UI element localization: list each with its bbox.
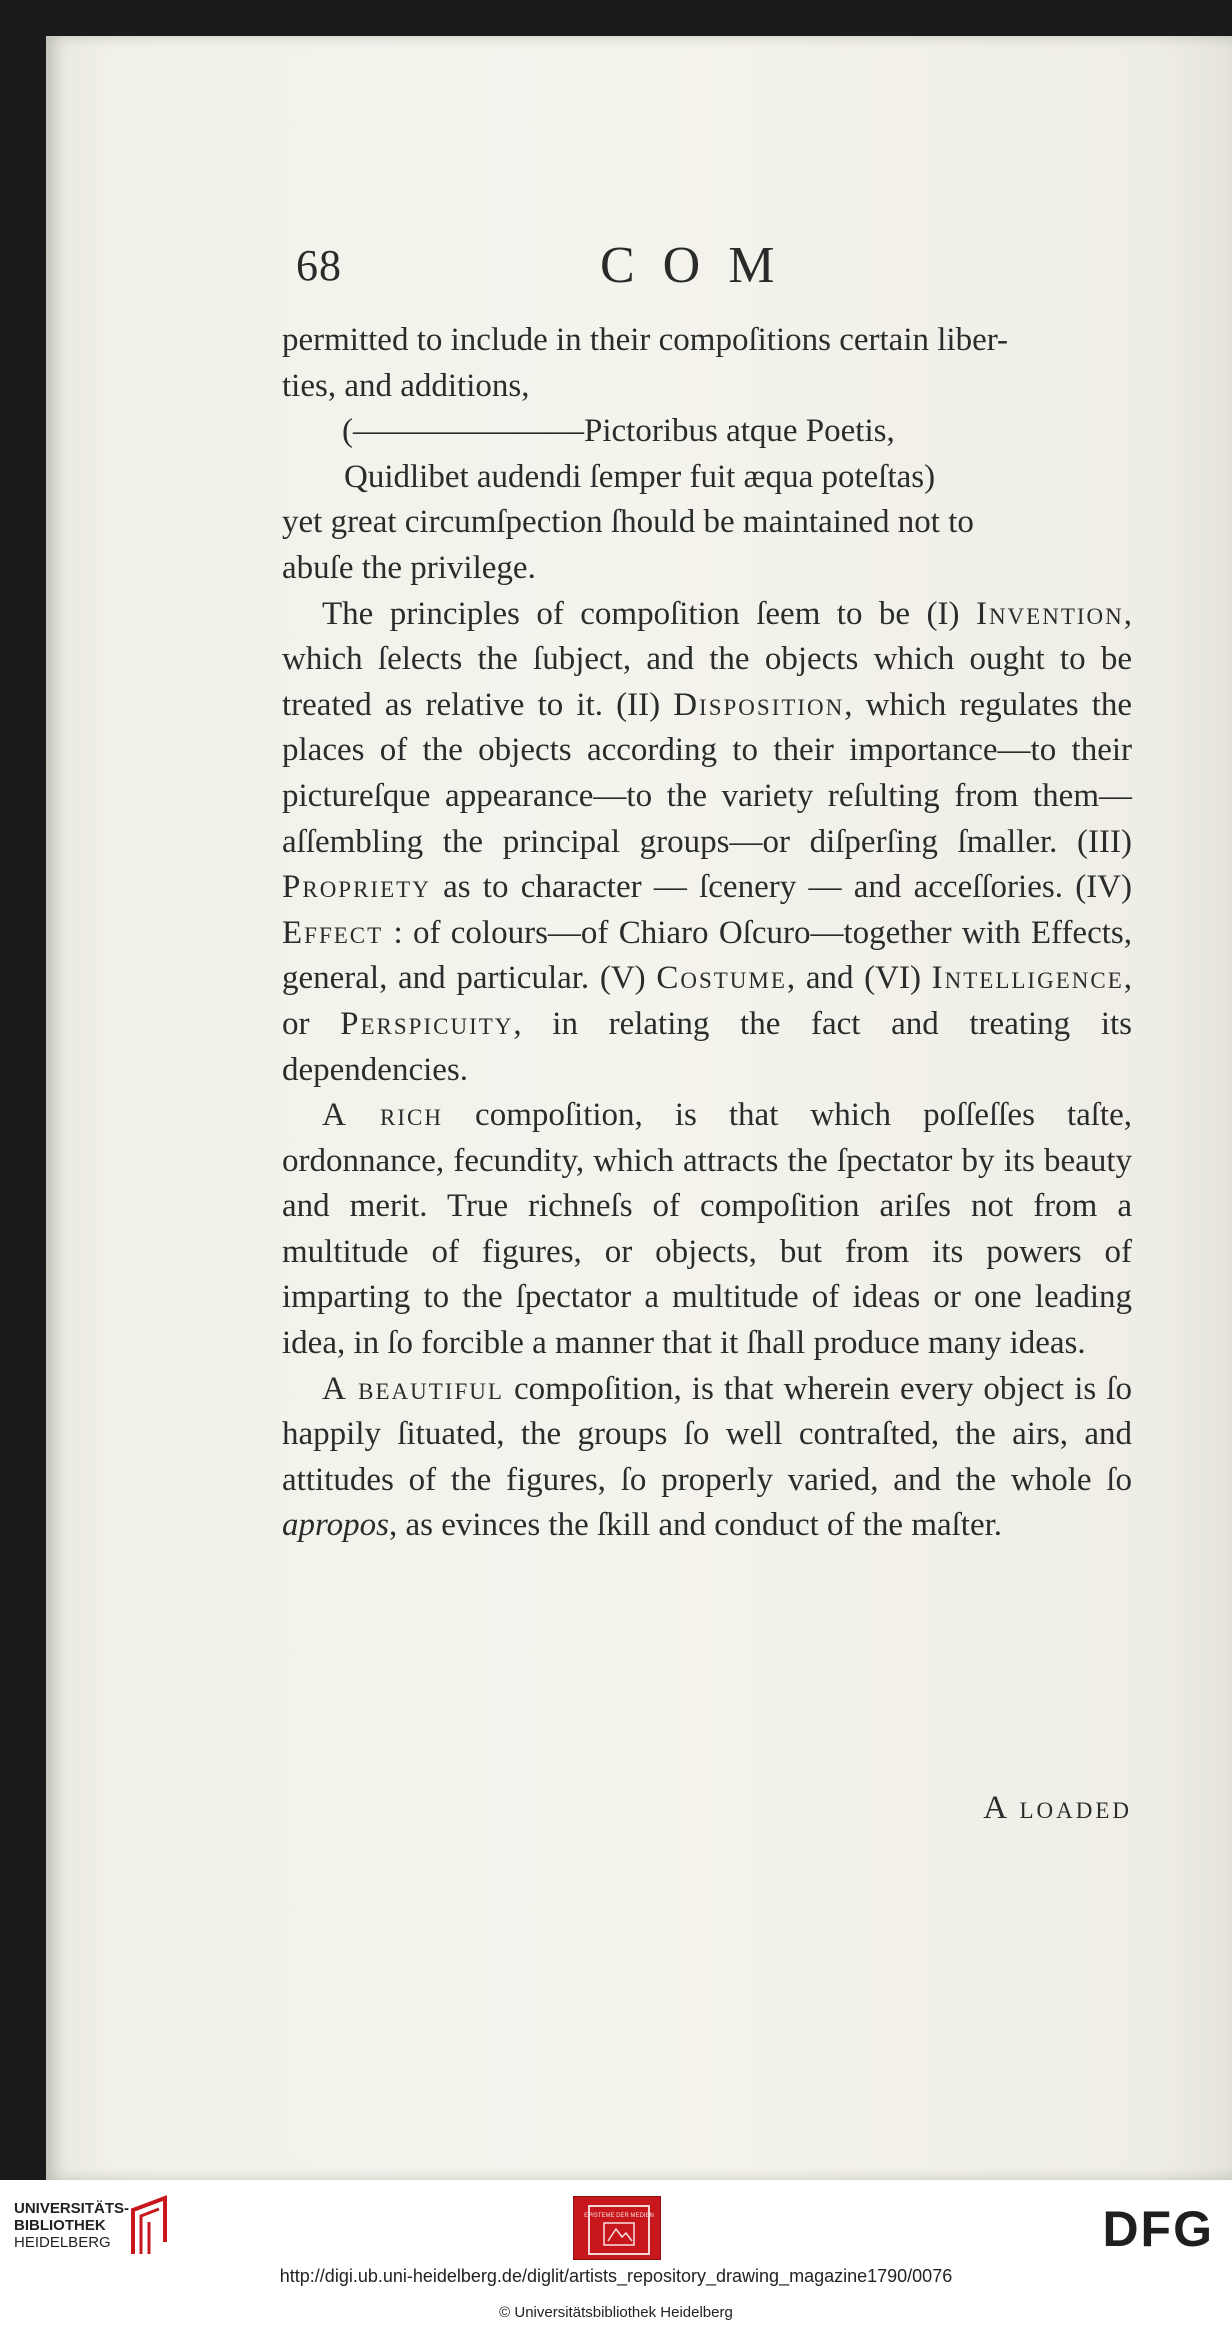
p2-text: : of colours—of Chiaro Oſcuro—together with Effects, general, and particular. (V) xyxy=(282,914,1132,997)
page-number: 68 xyxy=(296,241,342,290)
term-invention: Invention xyxy=(975,595,1124,632)
p3-text: compoſition, is that which poſſeſſes taſte, ordonnance, fecundity, which attracts the ſpectator by its beauty and merit. True richneſs of compoſition ariſes not from a multitude of figures, or objects, but from its powers of imparting to the ſpectator a multitude of ideas or one leading idea, in ſo forcible a manner that it ſhall produce many ideas. xyxy=(282,1097,1132,1362)
paragraph-3 xyxy=(282,1093,1132,1367)
library-mark-icon xyxy=(125,2196,175,2256)
term-perspicuity: Perspicuity xyxy=(340,1005,514,1042)
uni-logo-line-2: BIBLIOTHEK xyxy=(14,2217,106,2234)
verse-line-2: Quidlibet audendi ſemper fuit æqua poteſtas) xyxy=(344,458,936,495)
term-effect: Effect xyxy=(282,914,384,951)
paragraph-4 xyxy=(282,1367,1132,1549)
badge-frame xyxy=(584,2205,654,2255)
university-library-logo[interactable] xyxy=(14,2200,129,2251)
page-body xyxy=(282,318,1132,1549)
p1-line-1: permitted to include in their compoſitions certain liber- xyxy=(282,322,1009,358)
p1-line-5: yet great circumſpection ſhould be maintained not to xyxy=(282,504,974,541)
term-disposition: Disposition xyxy=(673,686,845,723)
term-costume: Costume xyxy=(656,960,787,997)
running-head: COM xyxy=(600,237,803,294)
p2-text: , or xyxy=(282,960,1132,1042)
uni-logo-line-1: UNIVERSITÄTS- xyxy=(14,2200,130,2217)
p1-line-6: abuſe the privilege. xyxy=(282,549,536,586)
p4-text: , as evinces the ſkill and conduct of the maſter. xyxy=(388,1507,1003,1544)
paragraph-1 xyxy=(282,318,1132,409)
term-intelligence: Intelligence xyxy=(931,960,1124,997)
term-a-beautiful: A beautiful xyxy=(322,1370,504,1407)
term-propriety: Propriety xyxy=(282,869,431,906)
p2-text: , which regulates the places of the objects according to their importance—to their pictureſque appearance—to the variety reſulting from them—aſſembling the principal groups—or diſperſing ſmaller. (III) xyxy=(282,686,1133,860)
verse-line-1: (———————Pictoribus atque Poetis, xyxy=(342,413,895,450)
episteme-badge[interactable] xyxy=(573,2196,661,2260)
p2-text: , which ſelects the ſubject, and the objects which ought to be treated as relative to it. (II) xyxy=(282,595,1132,723)
paragraph-2 xyxy=(282,592,1132,1094)
badge-emblem-icon xyxy=(584,2207,654,2253)
p2-text: The principles of compoſition ſeem to be (I) xyxy=(322,595,976,632)
p2-text: , and (VI) xyxy=(786,960,932,997)
catchword: A loaded xyxy=(983,1790,1132,1826)
p1-line-2: ties, and additions, xyxy=(282,367,530,404)
term-apropos: apropos xyxy=(282,1507,389,1544)
source-url-link[interactable]: http://digi.ub.uni-heidelberg.de/diglit/artists_repository_drawing_magazine1790/0076 xyxy=(279,2266,953,2286)
p4-text: compoſition, is that wherein every object is ſo happily ſituated, the groups ſo well contraſted, the airs, and attitudes of the figures, ſo properly varied, and the whole ſo xyxy=(282,1370,1132,1498)
p2-text: , in relating the fact and treating its dependencies. xyxy=(282,1005,1132,1088)
uni-logo-line-3: HEIDELBERG xyxy=(14,2234,111,2251)
p2-text: as to character — ſcenery — and acceſſories. (IV) xyxy=(430,869,1132,906)
paragraph-1-cont xyxy=(282,500,1132,591)
badge-label: EPISTEME DER MEDIEN xyxy=(584,2213,654,2219)
dfg-logo[interactable]: DFG xyxy=(1102,2201,1214,2257)
copyright-notice: © Universitätsbibliothek Heidelberg xyxy=(499,2304,733,2321)
term-a-rich: A rich xyxy=(322,1097,444,1134)
